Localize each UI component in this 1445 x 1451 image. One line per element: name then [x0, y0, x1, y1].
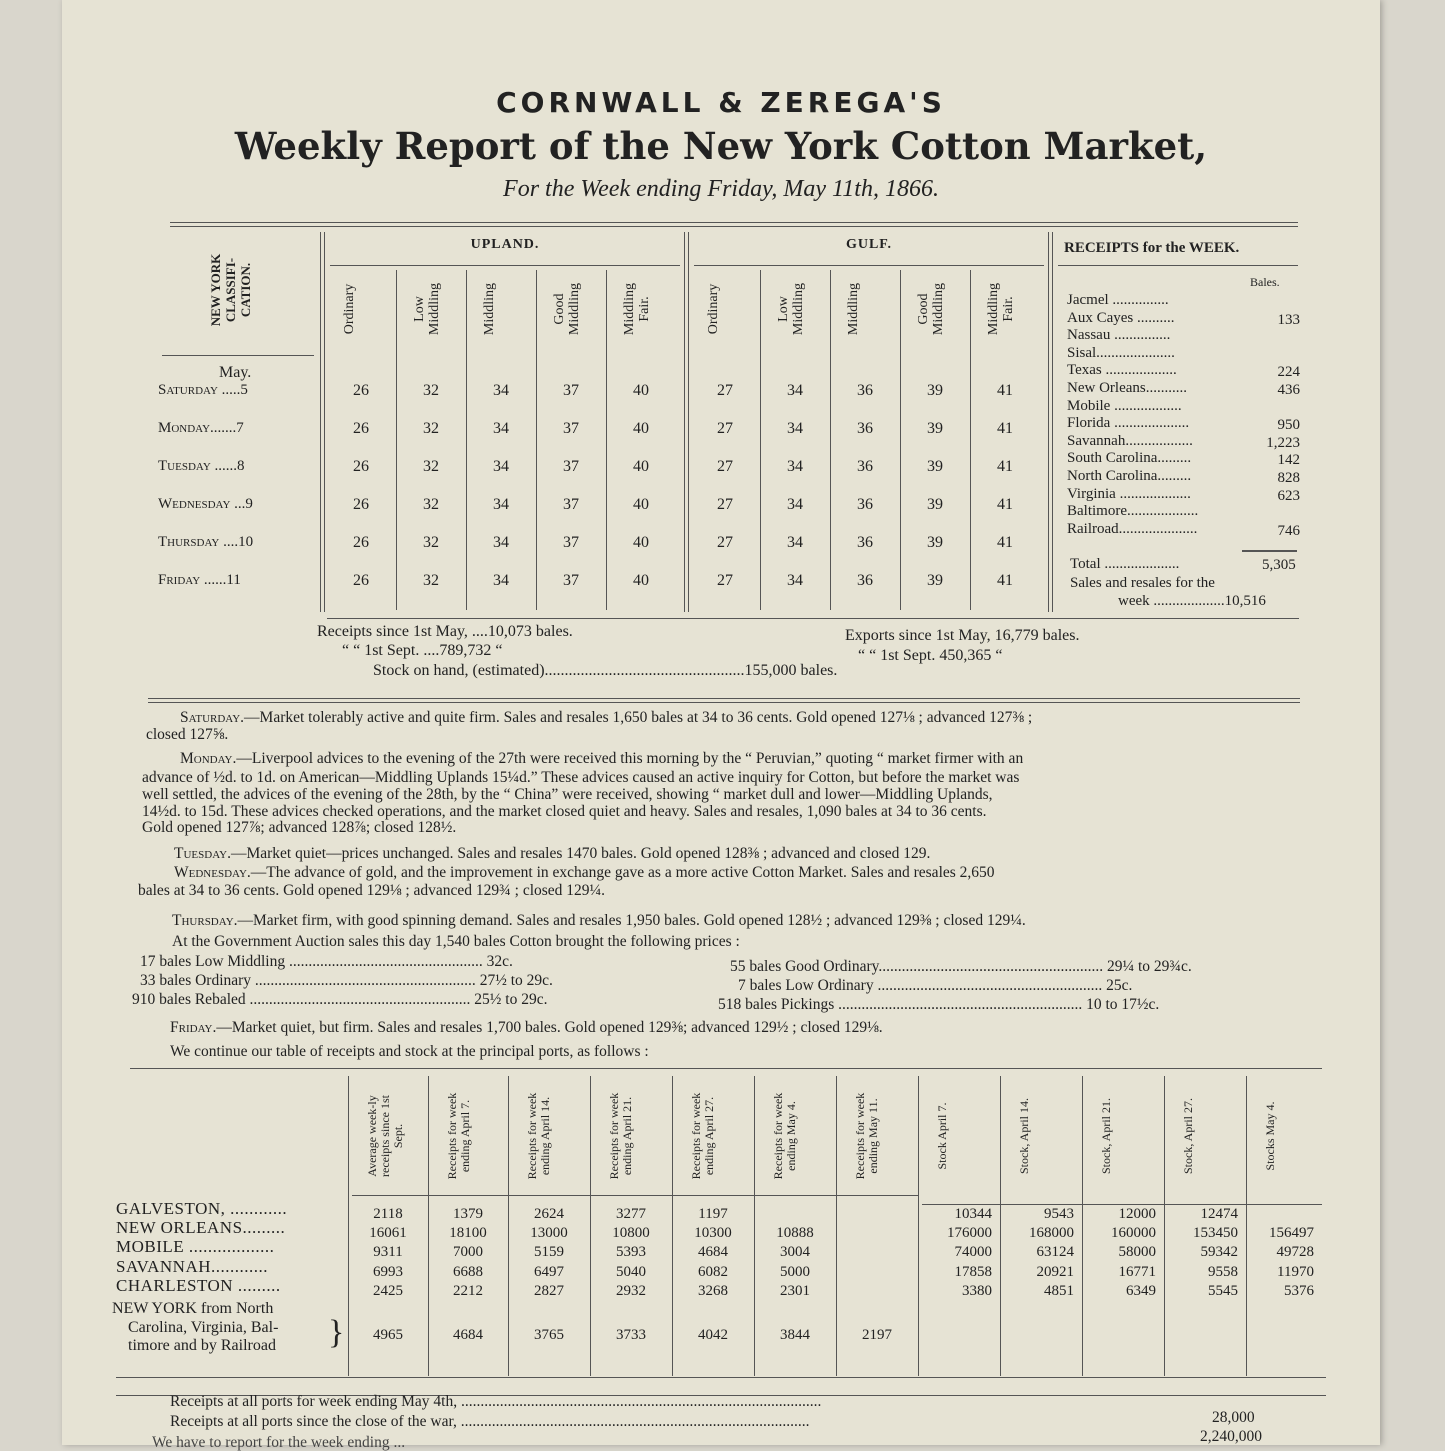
receipts-week-title: RECEIPTS for the WEEK. — [1064, 240, 1240, 256]
auction-intro: At the Government Auction sales this day 1,540 bales Cotton brought the following prices : — [172, 933, 740, 950]
grade-header-gulf-1: Low Middling — [776, 282, 806, 336]
port-header-1: Receipts for week ending April 7. — [445, 1092, 472, 1180]
port-col-divider — [754, 1076, 755, 1376]
price-cell: 34 — [493, 572, 509, 589]
receipt-bales: 142 — [1277, 452, 1300, 469]
sales-label-2: week ...................10,516 — [1118, 593, 1266, 609]
auction-rebaled: 910 bales Rebaled ......................................................... 25½ to 29c. — [132, 991, 548, 1008]
port-col-divider — [1164, 1076, 1165, 1376]
price-cell: 32 — [423, 382, 439, 399]
port-ny-cell: 2197 — [862, 1327, 892, 1343]
port-cell: 63124 — [1036, 1244, 1074, 1260]
port-col-divider — [1082, 1076, 1083, 1376]
port-cell: 16771 — [1118, 1264, 1156, 1280]
port-cell: 9543 — [1044, 1206, 1074, 1222]
price-cell: 32 — [423, 420, 439, 437]
port-header-6: Receipts for week ending May 11. — [853, 1092, 880, 1180]
price-cell: 26 — [353, 458, 369, 475]
grade-divider — [466, 270, 467, 610]
grade-divider — [900, 270, 901, 610]
port-cell: 13000 — [530, 1225, 568, 1241]
price-cell: 26 — [353, 534, 369, 551]
port-col-divider — [1246, 1076, 1247, 1376]
exports-since-sept: “ “ 1st Sept. 450,365 “ — [858, 647, 1003, 664]
auction-pickings: 518 bales Pickings ............................................................... 10 to 17½c. — [718, 996, 1160, 1013]
port-cell: 3268 — [698, 1283, 728, 1299]
receipts-total-label: Total .................... — [1070, 556, 1180, 572]
wednesday-text: Wednesday.—The advance of gold, and the improvement in exchange gave as a more active Cotton Market. Sales and resales 2,650 — [174, 864, 995, 881]
port-cell: 74000 — [954, 1244, 992, 1260]
grade-header-upland-4: Middling Fair. — [622, 282, 652, 336]
port-header-4: Receipts for week ending April 27. — [689, 1092, 716, 1180]
price-cell: 26 — [353, 382, 369, 399]
price-cell: 39 — [927, 572, 943, 589]
saturday-text-2: closed 127⅝. — [146, 726, 229, 743]
price-cell: 39 — [927, 420, 943, 437]
price-cell: 27 — [717, 496, 733, 513]
port-cell: 6688 — [453, 1264, 483, 1280]
port-cell: 10344 — [954, 1206, 992, 1222]
price-cell: 36 — [857, 458, 873, 475]
port-ny-cell: 3844 — [780, 1327, 810, 1343]
port-cell: 3004 — [780, 1244, 810, 1260]
price-cell: 41 — [997, 572, 1013, 589]
friday-text: Friday.—Market quiet, but firm. Sales and resales 1,700 bales. Gold opened 129⅜; advanced 129½ ; closed 129⅛. — [170, 1019, 883, 1036]
grade-header-upland-3: Good Middling — [552, 282, 582, 336]
price-cell: 36 — [857, 572, 873, 589]
port-cell: 9311 — [373, 1244, 403, 1260]
price-cell: 41 — [997, 420, 1013, 437]
day-label-4: Thursday ....10 — [158, 534, 254, 550]
report-subtitle: For the Week ending Friday, May 11th, 1866. — [503, 176, 939, 202]
port-cell: 59342 — [1200, 1244, 1238, 1260]
bales-header: Bales. — [1250, 275, 1280, 289]
wednesday-text-2: bales at 34 to 36 cents. Gold opened 129⅛ ; advanced 129¾ ; closed 129¼. — [138, 882, 606, 899]
price-cell: 39 — [927, 534, 943, 551]
price-cell: 40 — [633, 534, 649, 551]
day-label-5: Friday ......11 — [158, 572, 241, 588]
price-cell: 40 — [633, 420, 649, 437]
firm-name: CORNWALL & ZEREGA'S — [496, 86, 946, 119]
footer-week-label: Receipts at all ports for week ending May 4th, ............................................................................................. — [170, 1393, 822, 1410]
port-col-divider — [672, 1076, 673, 1376]
price-cell: 36 — [857, 420, 873, 437]
day-label-3: Wednesday ...9 — [158, 496, 253, 512]
port-cell: 6497 — [534, 1264, 564, 1280]
price-cell: 37 — [563, 496, 579, 513]
monday-text-2: advance of ½d. to 1d. on American—Middling Uplands 15¼d.” These advices caused an active inquiry for Cotton, but before the market was — [142, 769, 1020, 786]
port-cell: 18100 — [449, 1225, 487, 1241]
price-cell: 36 — [857, 382, 873, 399]
monday-text: Monday.—Liverpool advices to the evening of the 27th were received this morning by the “ Peruvian,” quoting “ market firmer with an — [180, 750, 1024, 767]
port-cell: 2118 — [373, 1206, 403, 1222]
day-label-0: Saturday .....5 — [158, 382, 248, 398]
port-cell: 5545 — [1208, 1283, 1238, 1299]
port-ny-name-2: Carolina, Virginia, Bal- — [128, 1319, 279, 1336]
grade-divider — [396, 270, 397, 610]
price-cell: 32 — [423, 496, 439, 513]
port-header-0: Average week-ly receipts since 1st Sept. — [365, 1095, 405, 1177]
price-cell: 27 — [717, 420, 733, 437]
price-cell: 37 — [563, 458, 579, 475]
receipt-bales: 133 — [1277, 311, 1300, 328]
port-cell: 17858 — [954, 1264, 992, 1280]
price-cell: 34 — [787, 420, 803, 437]
exports-since-may: Exports since 1st May, 16,779 bales. — [845, 627, 1080, 644]
gulf-header: GULF. — [845, 237, 893, 252]
footer-cut-line: We have to report for the week ending ... — [152, 1434, 406, 1451]
port-cell: 5000 — [780, 1264, 810, 1280]
port-cell: 1379 — [453, 1206, 483, 1222]
port-header-7: Stock April 7. — [935, 1102, 949, 1170]
auction-low-ordinary: 7 bales Low Ordinary .......................................................... 25c. — [738, 977, 1133, 994]
price-cell: 26 — [353, 496, 369, 513]
port-cell: 10800 — [612, 1225, 650, 1241]
port-cell: 49728 — [1276, 1244, 1314, 1260]
port-col-divider — [428, 1076, 429, 1376]
grade-divider — [760, 270, 761, 610]
port-cell: 3380 — [962, 1283, 992, 1299]
brace: } — [328, 1314, 345, 1351]
port-cell: 58000 — [1118, 1244, 1156, 1260]
price-cell: 34 — [493, 458, 509, 475]
price-cell: 40 — [633, 458, 649, 475]
price-cell: 40 — [633, 572, 649, 589]
port-header-2: Receipts for week ending April 14. — [525, 1092, 552, 1180]
saturday-text: Saturday.—Market tolerably active and quite firm. Sales and resales 1,650 bales at 34 to 36 cents. Gold opened 127⅛ ; advanced 127⅜ ; — [180, 709, 1033, 726]
port-col-divider — [836, 1076, 837, 1376]
receipt-bales: 436 — [1277, 382, 1300, 398]
port-name-2: MOBILE .................. — [116, 1237, 275, 1256]
grade-divider — [970, 270, 971, 610]
price-cell: 37 — [563, 420, 579, 437]
grade-header-gulf-3: Good Middling — [916, 282, 946, 336]
receipt-place: New Orleans........... — [1067, 380, 1187, 396]
port-header-5: Receipts for week ending May 4. — [771, 1092, 798, 1180]
price-cell: 27 — [717, 458, 733, 475]
receipts-since-sept: “ “ 1st Sept. ....789,732 “ — [342, 642, 503, 659]
thursday-text: Thursday.—Market firm, with good spinning demand. Sales and resales 1,950 bales. Gold opened 128½ ; advanced 129⅜ ; closed 129¼. — [172, 912, 1026, 929]
receipt-place: Jacmel ............... — [1067, 292, 1169, 308]
port-cell: 156497 — [1269, 1225, 1314, 1241]
auction-ordinary: 33 bales Ordinary ......................................................... 27½ to 29c. — [140, 972, 553, 989]
price-cell: 34 — [493, 382, 509, 399]
receipt-bales: 828 — [1277, 470, 1300, 486]
port-cell: 5159 — [534, 1244, 564, 1260]
receipt-place: Railroad..................... — [1067, 520, 1198, 537]
port-cell: 6082 — [698, 1264, 728, 1280]
receipt-place: Virginia ................... — [1067, 485, 1191, 502]
footer-war-value: 2,240,000 — [1200, 1428, 1262, 1445]
price-cell: 36 — [857, 534, 873, 551]
footer-war-label: Receipts at all ports since the close of the war, .......................................................................................... — [170, 1413, 810, 1430]
price-cell: 26 — [353, 572, 369, 589]
price-cell: 39 — [927, 382, 943, 399]
price-cell: 40 — [633, 496, 649, 513]
port-header-rule — [352, 1195, 918, 1196]
price-cell: 34 — [493, 496, 509, 513]
port-name-0: GALVESTON, ............ — [116, 1199, 288, 1218]
price-cell: 27 — [717, 534, 733, 551]
port-col-divider — [918, 1076, 919, 1376]
grade-header-upland-1: Low Middling — [412, 282, 442, 336]
port-ny-cell: 3765 — [534, 1327, 564, 1343]
port-header-10: Stock, April 27. — [1181, 1098, 1195, 1175]
grade-divider — [536, 270, 537, 610]
port-header-8: Stock, April 14. — [1017, 1098, 1031, 1175]
port-ny-cell: 3733 — [616, 1327, 646, 1343]
port-ny-cell: 4042 — [698, 1327, 728, 1343]
price-cell: 41 — [997, 458, 1013, 475]
monday-text-4: 14½d. to 15d. These advices checked operations, and the market closed quiet and heavy. Sales and resales, 1,090 bales at 34 to 36 cents. — [142, 803, 987, 820]
port-col-divider — [348, 1076, 349, 1376]
port-col-divider — [590, 1076, 591, 1376]
grade-header-gulf-4: Middling Fair. — [986, 282, 1016, 336]
port-col-divider — [508, 1076, 509, 1376]
price-cell: 34 — [787, 496, 803, 513]
port-cell: 3277 — [616, 1206, 646, 1222]
receipt-place: Aux Cayes .......... — [1067, 309, 1175, 326]
receipt-bales: 623 — [1277, 487, 1300, 504]
port-cell: 12000 — [1118, 1206, 1156, 1222]
grade-header-upland-0: Ordinary — [342, 283, 357, 335]
classification-header: NEW YORK CLASSIFI-CATION. — [208, 253, 253, 327]
report-sheet — [62, 0, 1380, 1451]
port-cell: 2301 — [780, 1283, 810, 1299]
port-ny-name-3: timore and by Railroad — [128, 1337, 276, 1354]
port-ny-cell: 4965 — [373, 1327, 403, 1343]
price-cell: 36 — [857, 496, 873, 513]
port-cell: 160000 — [1111, 1225, 1156, 1241]
stock-on-hand: Stock on hand, (estimated)..................................................155,000 bales. — [373, 662, 838, 679]
receipt-place: Nassau ............... — [1067, 327, 1171, 344]
price-cell: 34 — [493, 420, 509, 437]
receipt-place: Savannah.................. — [1067, 432, 1193, 449]
grade-header-upland-2: Middling — [482, 282, 497, 336]
port-header-rule-2 — [922, 1204, 1322, 1205]
port-cell: 12474 — [1200, 1206, 1238, 1222]
monday-text-3: well settled, the advices of the evening of the 28th, by the “ China” were received, showing “ market dull and lower—Middling Uplands, — [142, 786, 993, 803]
receipt-place: Mobile .................. — [1067, 397, 1182, 414]
port-cell: 2624 — [534, 1206, 564, 1222]
price-cell: 34 — [787, 458, 803, 475]
receipt-place: Florida .................... — [1067, 415, 1190, 432]
report-title: Weekly Report of the New York Cotton Market, — [234, 124, 1208, 168]
price-cell: 37 — [563, 534, 579, 551]
port-cell: 2425 — [373, 1283, 403, 1299]
port-name-1: NEW ORLEANS......... — [116, 1218, 286, 1237]
grade-divider — [606, 270, 607, 610]
receipt-bales: 746 — [1277, 522, 1300, 539]
tuesday-text: Tuesday.—Market quiet—prices unchanged. Sales and resales 1470 bales. Gold opened 128⅜ ; advanced and closed 129. — [174, 845, 931, 862]
price-cell: 34 — [787, 382, 803, 399]
port-cell: 168000 — [1029, 1225, 1074, 1241]
price-cell: 37 — [563, 572, 579, 589]
price-cell: 34 — [787, 572, 803, 589]
port-cell: 2212 — [453, 1283, 483, 1299]
price-cell: 41 — [997, 496, 1013, 513]
port-cell: 6993 — [373, 1264, 403, 1280]
receipt-place: Baltimore................... — [1067, 503, 1199, 520]
receipts-total-value: 5,305 — [1262, 557, 1296, 573]
port-cell: 7000 — [453, 1244, 483, 1260]
port-ny-name-1: NEW YORK from North — [112, 1300, 274, 1317]
price-cell: 37 — [563, 382, 579, 399]
port-col-divider — [1000, 1076, 1001, 1376]
port-cell: 2827 — [534, 1283, 564, 1299]
price-cell: 27 — [717, 572, 733, 589]
port-cell: 16061 — [369, 1225, 407, 1241]
price-cell: 34 — [493, 534, 509, 551]
port-name-3: SAVANNAH............ — [116, 1257, 269, 1276]
price-cell: 39 — [927, 496, 943, 513]
port-ny-cell: 4684 — [453, 1327, 483, 1343]
receipt-place: Texas ................... — [1067, 362, 1177, 379]
port-cell: 5040 — [616, 1264, 646, 1280]
grade-divider — [830, 270, 831, 610]
port-header-3: Receipts for week ending April 21. — [607, 1092, 634, 1180]
price-cell: 32 — [423, 534, 439, 551]
continue-text: We continue our table of receipts and stock at the principal ports, as follows : — [170, 1043, 649, 1060]
port-cell: 10888 — [776, 1225, 814, 1241]
price-cell: 32 — [423, 572, 439, 589]
upland-header: UPLAND. — [470, 237, 540, 252]
price-cell: 41 — [997, 534, 1013, 551]
port-cell: 1197 — [698, 1206, 728, 1222]
port-cell: 5376 — [1284, 1283, 1314, 1299]
price-cell: 32 — [423, 458, 439, 475]
receipts-since-may: Receipts since 1st May, ....10,073 bales. — [317, 623, 573, 640]
price-cell: 34 — [787, 534, 803, 551]
price-cell: 41 — [997, 382, 1013, 399]
grade-header-gulf-2: Middling — [846, 282, 861, 336]
price-cell: 40 — [633, 382, 649, 399]
footer-week-value: 28,000 — [1212, 1409, 1255, 1426]
port-cell: 9558 — [1208, 1264, 1238, 1280]
sales-label-1: Sales and resales for the — [1070, 575, 1215, 591]
port-cell: 20921 — [1036, 1264, 1074, 1280]
port-cell: 4684 — [698, 1244, 728, 1260]
receipt-bales: 950 — [1277, 417, 1300, 434]
port-cell: 2932 — [616, 1283, 646, 1299]
monday-text-5: Gold opened 127⅞; advanced 128⅞; closed 128½. — [142, 819, 457, 836]
price-cell: 27 — [717, 382, 733, 399]
auction-low-middling: 17 bales Low Middling .................................................. 32c. — [140, 953, 513, 970]
port-cell: 10300 — [694, 1225, 732, 1241]
receipt-place: North Carolina......... — [1067, 468, 1192, 484]
grade-header-gulf-0: Ordinary — [706, 283, 721, 335]
receipt-bales: 224 — [1277, 364, 1300, 381]
month-label: May. — [219, 364, 252, 381]
port-cell: 6349 — [1126, 1283, 1156, 1299]
port-cell: 11970 — [1277, 1264, 1314, 1280]
port-cell: 4851 — [1044, 1283, 1074, 1299]
receipt-place: South Carolina......... — [1067, 450, 1192, 467]
day-label-2: Tuesday ......8 — [158, 458, 245, 474]
receipt-place: Sisal..................... — [1067, 344, 1175, 361]
price-cell: 26 — [353, 420, 369, 437]
port-header-11: Stocks May 4. — [1263, 1101, 1277, 1171]
port-header-9: Stock, April 21. — [1099, 1098, 1113, 1175]
auction-good-ordinary: 55 bales Good Ordinary.......................................................... 29¼ to 29¾c. — [730, 958, 1192, 975]
price-cell: 39 — [927, 458, 943, 475]
port-cell: 153450 — [1193, 1225, 1238, 1241]
port-name-4: CHARLESTON ......... — [116, 1276, 281, 1295]
port-cell: 176000 — [947, 1225, 992, 1241]
receipt-bales: 1,223 — [1266, 434, 1300, 451]
day-label-1: Monday.......7 — [158, 420, 244, 436]
port-cell: 5393 — [616, 1244, 646, 1260]
